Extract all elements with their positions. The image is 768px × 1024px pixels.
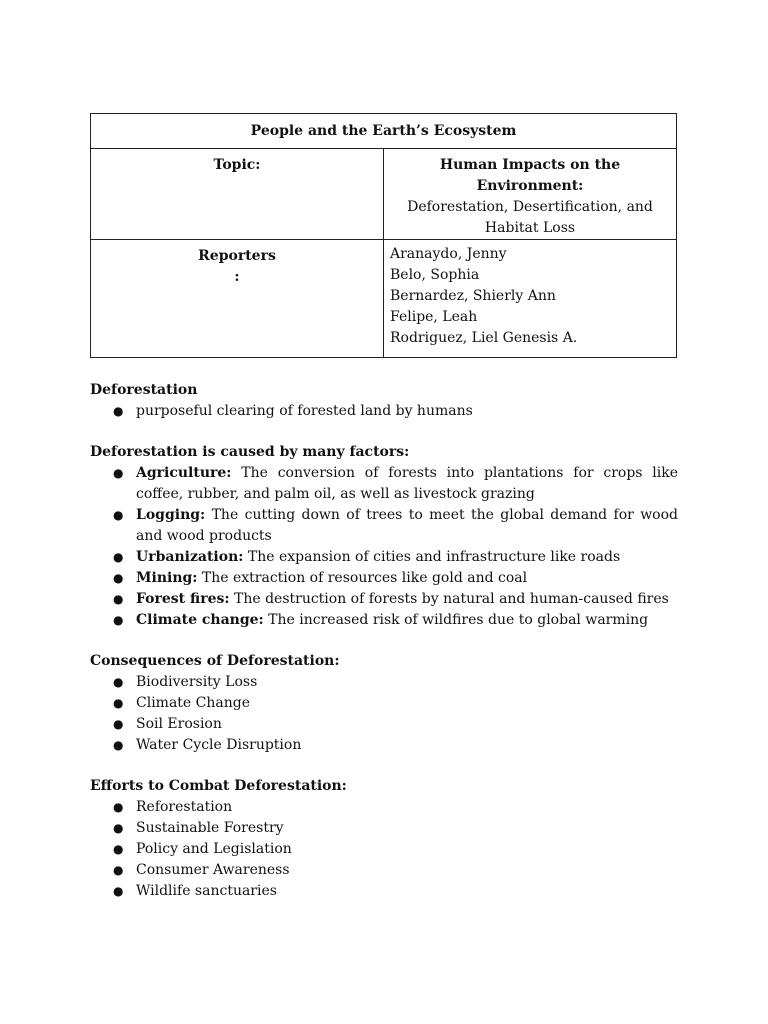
bullet-icon: ● (113, 571, 124, 585)
consequences-heading: Consequences of Deforestation: (90, 653, 340, 669)
list-item (90, 818, 678, 839)
reporter-name: Felipe, Leah (390, 309, 478, 325)
list-item (90, 505, 678, 547)
item-text: Sustainable Forestry (136, 820, 284, 836)
bullet-icon: ● (113, 884, 124, 898)
reporters-label (91, 240, 384, 358)
item-text: The destruction of forests by natural and human-caused fires (229, 591, 669, 607)
item-term: Mining: (136, 570, 198, 586)
reporters-label-line1: Reporters (198, 248, 276, 264)
item-text: Policy and Legislation (136, 841, 292, 857)
list-item (90, 735, 678, 756)
list-item (90, 797, 678, 818)
definition-list (90, 401, 678, 422)
item-text: The increased risk of wildfires due to global warming (263, 612, 649, 628)
efforts-heading: Efforts to Combat Deforestation: (90, 778, 347, 794)
list-item (90, 714, 678, 735)
topic-label: Topic: (91, 149, 384, 240)
document-page (90, 113, 678, 902)
item-text: Soil Erosion (136, 716, 222, 732)
list-item (90, 589, 678, 610)
causes-heading: Deforestation is caused by many factors: (90, 444, 410, 460)
bullet-icon: ● (113, 675, 124, 689)
causes-section (90, 442, 678, 631)
header-table (90, 113, 677, 358)
list-item (90, 547, 678, 568)
bullet-icon: ● (113, 842, 124, 856)
item-text: The expansion of cities and infrastructure like roads (243, 549, 621, 565)
item-text: Wildlife sanctuaries (136, 883, 277, 899)
item-text: Consumer Awareness (136, 862, 290, 878)
topic-subtitle: Deforestation, Desertification, and Habitat Loss (407, 199, 653, 236)
item-term: Forest fires: (136, 591, 230, 607)
bullet-icon: ● (113, 717, 124, 731)
bullet-icon: ● (113, 696, 124, 710)
list-item (90, 860, 678, 881)
list-item (90, 693, 678, 714)
item-text: Water Cycle Disruption (136, 737, 302, 753)
list-item (90, 401, 678, 422)
efforts-section (90, 776, 678, 902)
list-item (90, 881, 678, 902)
bullet-icon: ● (113, 592, 124, 606)
reporter-name: Bernardez, Shierly Ann (390, 288, 556, 304)
list-item (90, 610, 678, 631)
causes-list (90, 463, 678, 631)
bullet-icon: ● (113, 466, 124, 480)
bullet-icon: ● (113, 404, 124, 418)
list-item (90, 839, 678, 860)
bullet-icon: ● (113, 613, 124, 627)
item-term: Agriculture: (136, 465, 232, 481)
item-term: Urbanization: (136, 549, 244, 565)
item-text: Reforestation (136, 799, 233, 815)
bullet-icon: ● (113, 800, 124, 814)
consequences-section (90, 651, 678, 756)
list-item (90, 568, 678, 589)
list-item (90, 463, 678, 505)
bullet-icon: ● (113, 550, 124, 564)
item-term: Logging: (136, 507, 206, 523)
item-term: Climate change: (136, 612, 264, 628)
item-text: The extraction of resources like gold and coal (197, 570, 528, 586)
item-text: purposeful clearing of forested land by humans (136, 403, 473, 419)
item-text: The cutting down of trees to meet the global demand for wood and wood products (136, 507, 678, 544)
consequences-list (90, 672, 678, 756)
bullet-icon: ● (113, 863, 124, 877)
reporter-name: Belo, Sophia (390, 267, 480, 283)
item-text: Biodiversity Loss (136, 674, 258, 690)
reporters-list (384, 240, 677, 358)
item-text: The conversion of forests into plantations for crops like coffee, rubber, and palm oil, as well as livestock grazing (136, 465, 678, 502)
reporter-name: Aranaydo, Jenny (390, 246, 507, 262)
course-title: People and the Earth’s Ecosystem (91, 114, 677, 149)
item-text: Climate Change (136, 695, 250, 711)
efforts-list (90, 797, 678, 902)
definition-heading: Deforestation (90, 382, 198, 398)
bullet-icon: ● (113, 821, 124, 835)
definition-section (90, 380, 678, 422)
topic-title: Human Impacts on the Environment: (439, 157, 621, 194)
topic-value (384, 149, 677, 240)
list-item (90, 672, 678, 693)
reporters-label-line2: : (234, 269, 240, 285)
bullet-icon: ● (113, 738, 124, 752)
reporter-name: Rodriguez, Liel Genesis A. (390, 330, 578, 346)
bullet-icon: ● (113, 508, 124, 522)
